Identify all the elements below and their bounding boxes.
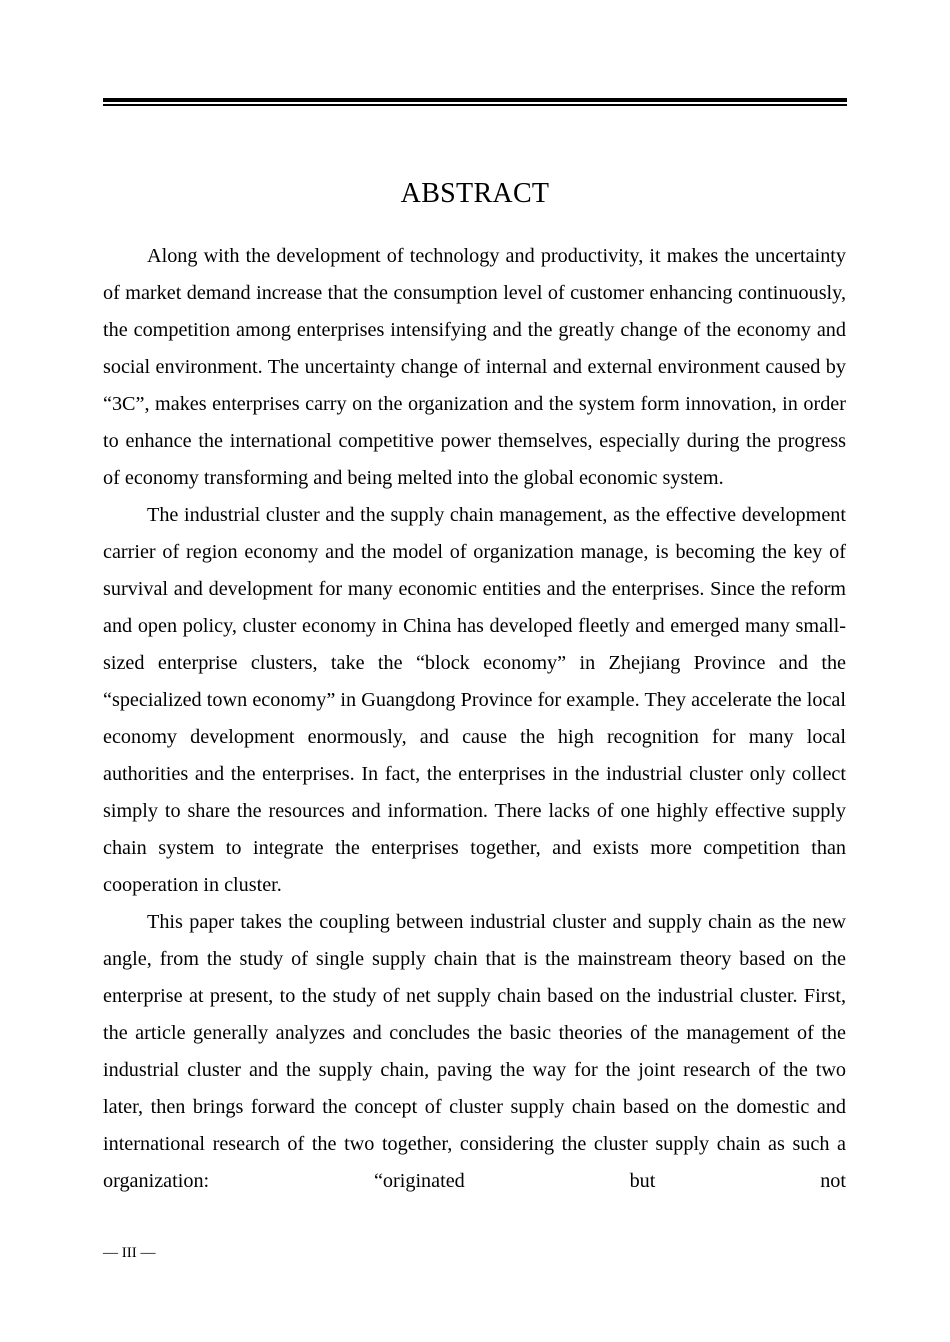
abstract-paragraph-3: This paper takes the coupling between industrial cluster and supply chain as the new angle, from the study of single supply chain that is the mainstream theory based on the enterprise at present, to the study of net supply chain based on the industrial cluster. First, the article generally analyzes and concludes the basic theories of the management of the industrial cluster and the supply chain, paving the way for the joint research of the two later, then brings forward the concept of cluster supply chain based on the domestic and international research of the two together, considering the cluster supply chain as such a organization: “originated but not	[103, 911, 846, 1192]
abstract-paragraph-2: The industrial cluster and the supply chain management, as the effective development carrier of region economy and the model of organization manage, is becoming the key of survival and development for many economic entities and the enterprises. Since the reform and open policy, cluster economy in China has developed fleetly and emerged many small-sized enterprise clusters, take the “block economy” in Zhejiang Province and the “specialized town economy” in Guangdong Province for example. They accelerate the local economy development enormously, and cause the high recognition for many local authorities and the enterprises. In fact, the enterprises in the industrial cluster only collect simply to share the resources and information. There lacks of one highly effective supply chain system to integrate the enterprises together, and exists more competition than cooperation in cluster.	[103, 504, 846, 896]
abstract-paragraph-1: Along with the development of technology and productivity, it makes the uncertainty of market demand increase that the consumption level of customer enhancing continuously, the competition among enterprises intensifying and the greatly change of the economy and social environment. The uncertainty change of internal and external environment caused by “3C”, makes enterprises carry on the organization and the system form innovation, in order to enhance the international competitive power themselves, especially during the progress of economy transforming and being melted into the global economic system.	[103, 245, 846, 489]
header-rule-thin	[103, 104, 847, 106]
header-rule-thick	[103, 98, 847, 102]
abstract-body	[103, 238, 846, 1200]
page-title: ABSTRACT	[400, 178, 550, 209]
page-number: — III —	[103, 1245, 156, 1261]
